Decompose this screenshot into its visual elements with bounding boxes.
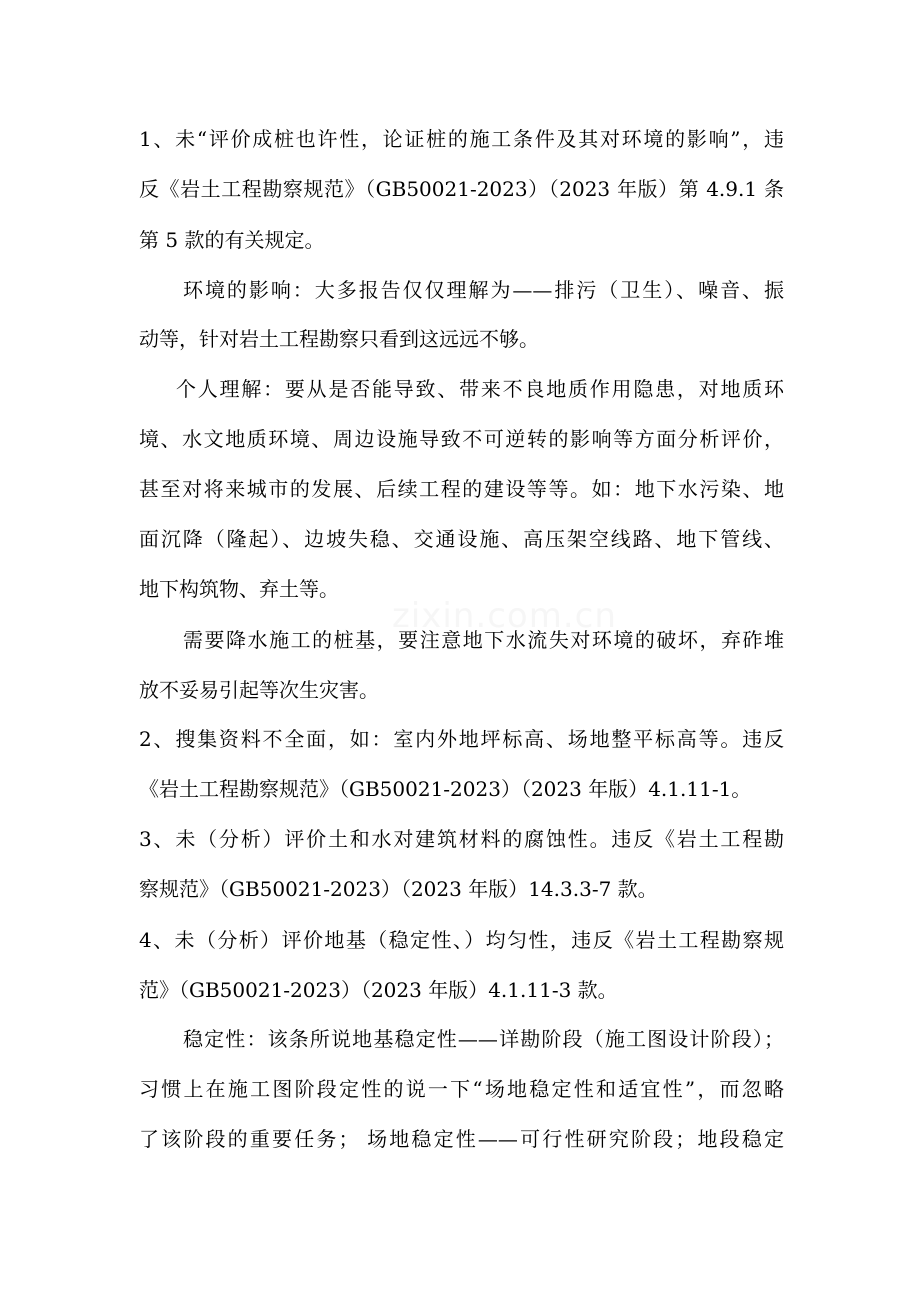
paragraph-line: 范》（GB50021-2023）（2023 年版）4.1.11-3 款。	[139, 978, 618, 1002]
paragraph-line: 动等，针对岩土工程勘察只看到这远远不够。	[139, 327, 539, 351]
watermark-text: zixin.com.cn	[392, 596, 617, 636]
paragraph-line: 地下构筑物、弃土等。	[139, 577, 339, 601]
paragraph-line: 4、未（分析）评价地基（稳定性、）均匀性，违反《岩土工程勘察规	[139, 928, 784, 952]
paragraph-line: 面沉降（隆起）、边坡失稳、交通设施、高压架空线路、地下管线、	[139, 527, 784, 551]
paragraph-line: 1、未“评价成桩也许性，论证桩的施工条件及其对环境的影响”，违	[139, 127, 784, 151]
paragraph-line: 习惯上在施工图阶段定性的说一下“场地稳定性和适宜性”，而忽略	[139, 1077, 784, 1101]
paragraph-line: 反《岩土工程勘察规范》（GB50021-2023）（2023 年版）第 4.9.1 条	[139, 177, 784, 201]
paragraph-line: 察规范》（GB50021-2023）（2023 年版）14.3.3-7 款。	[139, 877, 658, 901]
paragraph-line: 甚至对将来城市的发展、后续工程的建设等等。如：地下水污染、地	[139, 477, 784, 501]
paragraph-line: 境、水文地质环境、周边设施导致不可逆转的影响等方面分析评价，	[139, 427, 784, 451]
paragraph-line: 了该阶段的重要任务； 场地稳定性——可行性研究阶段；地段稳定	[139, 1127, 784, 1151]
paragraph-line: 3、未（分析）评价土和水对建筑材料的腐蚀性。违反《岩土工程勘	[139, 827, 784, 851]
paragraph-line: 第 5 款的有关规定。	[139, 228, 325, 252]
paragraph-line: 稳定性：该条所说地基稳定性——详勘阶段（施工图设计阶段）；	[183, 1027, 784, 1051]
paragraph-line: 放不妥易引起等次生灾害。	[139, 678, 379, 702]
paragraph-line: 2、搜集资料不全面，如：室内外地坪标高、场地整平标高等。违反	[139, 727, 784, 751]
paragraph-line: 环境的影响：大多报告仅仅理解为——排污（卫生）、噪音、振	[183, 278, 784, 302]
paragraph-line: 个人理解：要从是否能导致、带来不良地质作用隐患，对地质环	[176, 377, 784, 401]
paragraph-line: 需要降水施工的桩基，要注意地下水流失对环境的破坏，弃砟堆	[183, 628, 784, 652]
paragraph-line: 《岩土工程勘察规范》（GB50021-2023）（2023 年版）4.1.11-1。	[139, 777, 752, 801]
